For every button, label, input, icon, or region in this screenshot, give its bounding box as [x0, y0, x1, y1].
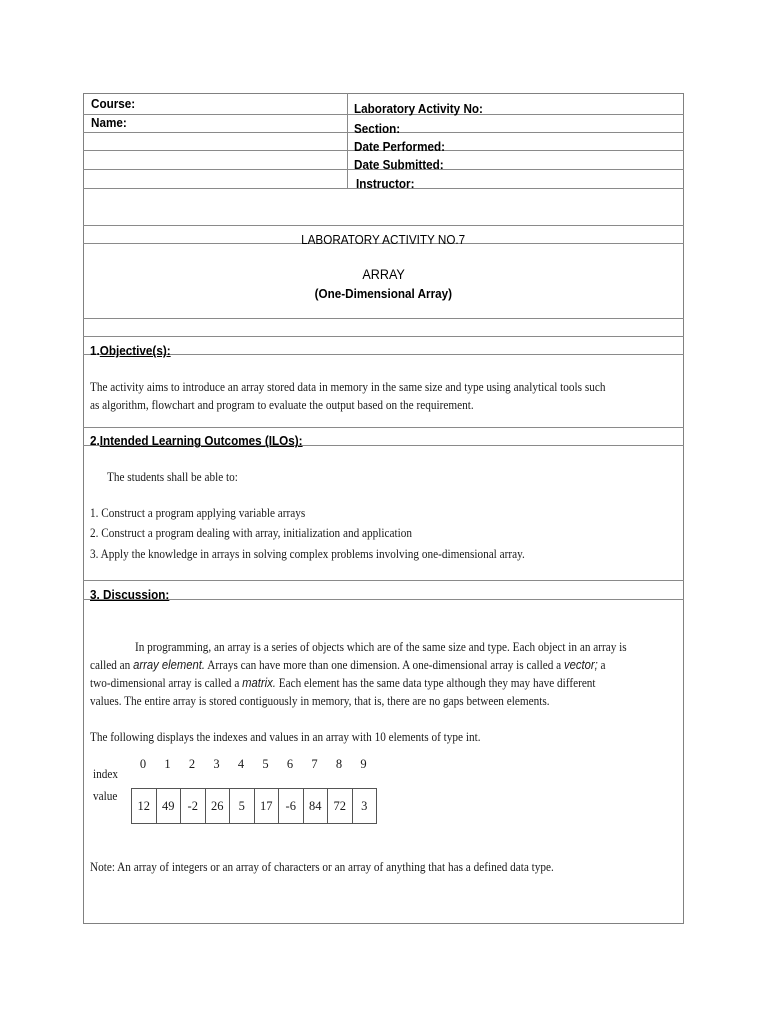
array-value-cell-7: 84 — [303, 788, 329, 824]
ilos-item-1: 1. Construct a program applying variable arrays — [90, 506, 306, 520]
lab-activity-no-label: Laboratory Activity No: — [354, 101, 483, 116]
row-divider — [83, 599, 684, 600]
array-value-cell-5: 17 — [254, 788, 280, 824]
discussion-text: Arrays can have more than one dimension. A one-dimensional array is called a — [205, 658, 564, 672]
discussion-text: called an — [90, 658, 134, 672]
ilos-title: Intended Learning Outcomes (ILOs): — [99, 433, 303, 448]
array-index-3: 3 — [213, 757, 220, 771]
row-divider — [83, 427, 684, 428]
array-value-cell-3: 26 — [205, 788, 231, 824]
array-index-1: 1 — [164, 757, 171, 771]
section-label: Section: — [354, 121, 401, 136]
array-index-2: 2 — [188, 757, 196, 771]
array-value-cell-0: 12 — [131, 788, 157, 824]
ilos-item-3: 3. Apply the knowledge in arrays in solving complex problems involving one-dimensional array. — [90, 547, 525, 561]
index-label: index — [93, 767, 119, 781]
discussion-line-5: The following displays the indexes and values in an array with 10 elements of type int. — [90, 730, 481, 744]
array-index-5: 5 — [262, 757, 269, 771]
term-matrix: matrix. — [242, 676, 276, 690]
row-divider — [83, 225, 684, 226]
course-label: Course: — [91, 96, 136, 111]
array-value-cell-9: 3 — [352, 788, 378, 824]
objectives-title: Objective(s): — [99, 343, 171, 358]
term-array-element: array element. — [133, 658, 206, 672]
array-index-0: 0 — [139, 757, 147, 771]
ilos-item-2: 2. Construct a program dealing with array, initialization and application — [90, 526, 412, 540]
discussion-line-3 — [90, 674, 596, 692]
objectives-number: 1. — [90, 343, 100, 358]
array-value-cell-2: -2 — [180, 788, 206, 824]
date-submitted-label: Date Submitted: — [354, 157, 444, 172]
date-performed-label: Date Performed: — [354, 139, 446, 154]
activity-title-wrap — [83, 231, 684, 249]
discussion-text: a — [597, 658, 606, 672]
sub-title-wrap — [83, 285, 684, 303]
note-text: Note: An array of integers or an array of characters or an array of anything that has a defined data type. — [90, 860, 554, 874]
main-title: ARRAY — [362, 266, 405, 282]
discussion-text: two-dimensional array is called a — [90, 676, 243, 690]
discussion-heading — [90, 587, 169, 602]
array-value-cell-1: 49 — [156, 788, 182, 824]
discussion-text: Each element has the same data type although they may have different — [275, 676, 596, 690]
objectives-line-2: as algorithm, flowchart and program to evaluate the output based on the requirement. — [90, 398, 474, 412]
ilos-intro: The students shall be able to: — [107, 470, 238, 484]
discussion-line-1: In programming, an array is a series of objects which are of the same size and type. Each object in an array is — [135, 640, 627, 654]
name-label: Name: — [91, 115, 127, 130]
value-label: value — [93, 789, 118, 803]
array-index-9: 9 — [360, 757, 367, 771]
array-index-6: 6 — [286, 757, 294, 771]
array-value-cell-4: 5 — [229, 788, 255, 824]
row-divider — [83, 354, 684, 355]
array-index-8: 8 — [335, 757, 343, 771]
instructor-label: Instructor: — [356, 176, 415, 191]
term-vector: vector; — [563, 658, 598, 672]
column-divider — [347, 93, 348, 189]
row-divider — [83, 318, 684, 319]
objectives-heading — [90, 343, 171, 358]
array-value-cell-6: -6 — [278, 788, 304, 824]
main-title-wrap — [83, 266, 684, 284]
array-index-7: 7 — [311, 757, 318, 771]
objectives-line-1: The activity aims to introduce an array stored data in memory in the same size and type using analytical tools such — [90, 380, 606, 394]
ilos-number: 2. — [90, 433, 100, 448]
discussion-line-2 — [90, 656, 606, 674]
activity-title: LABORATORY ACTIVITY NO.7 — [301, 232, 466, 247]
array-index-4: 4 — [237, 757, 245, 771]
row-divider — [83, 336, 684, 337]
discussion-title: 3. Discussion: — [90, 587, 170, 602]
discussion-line-4: values. The entire array is stored contiguously in memory, that is, there are no gaps between elements. — [90, 694, 550, 708]
array-value-cell-8: 72 — [327, 788, 353, 824]
sub-title: (One-Dimensional Array) — [314, 286, 453, 301]
row-divider — [83, 580, 684, 581]
ilos-heading — [90, 433, 303, 448]
